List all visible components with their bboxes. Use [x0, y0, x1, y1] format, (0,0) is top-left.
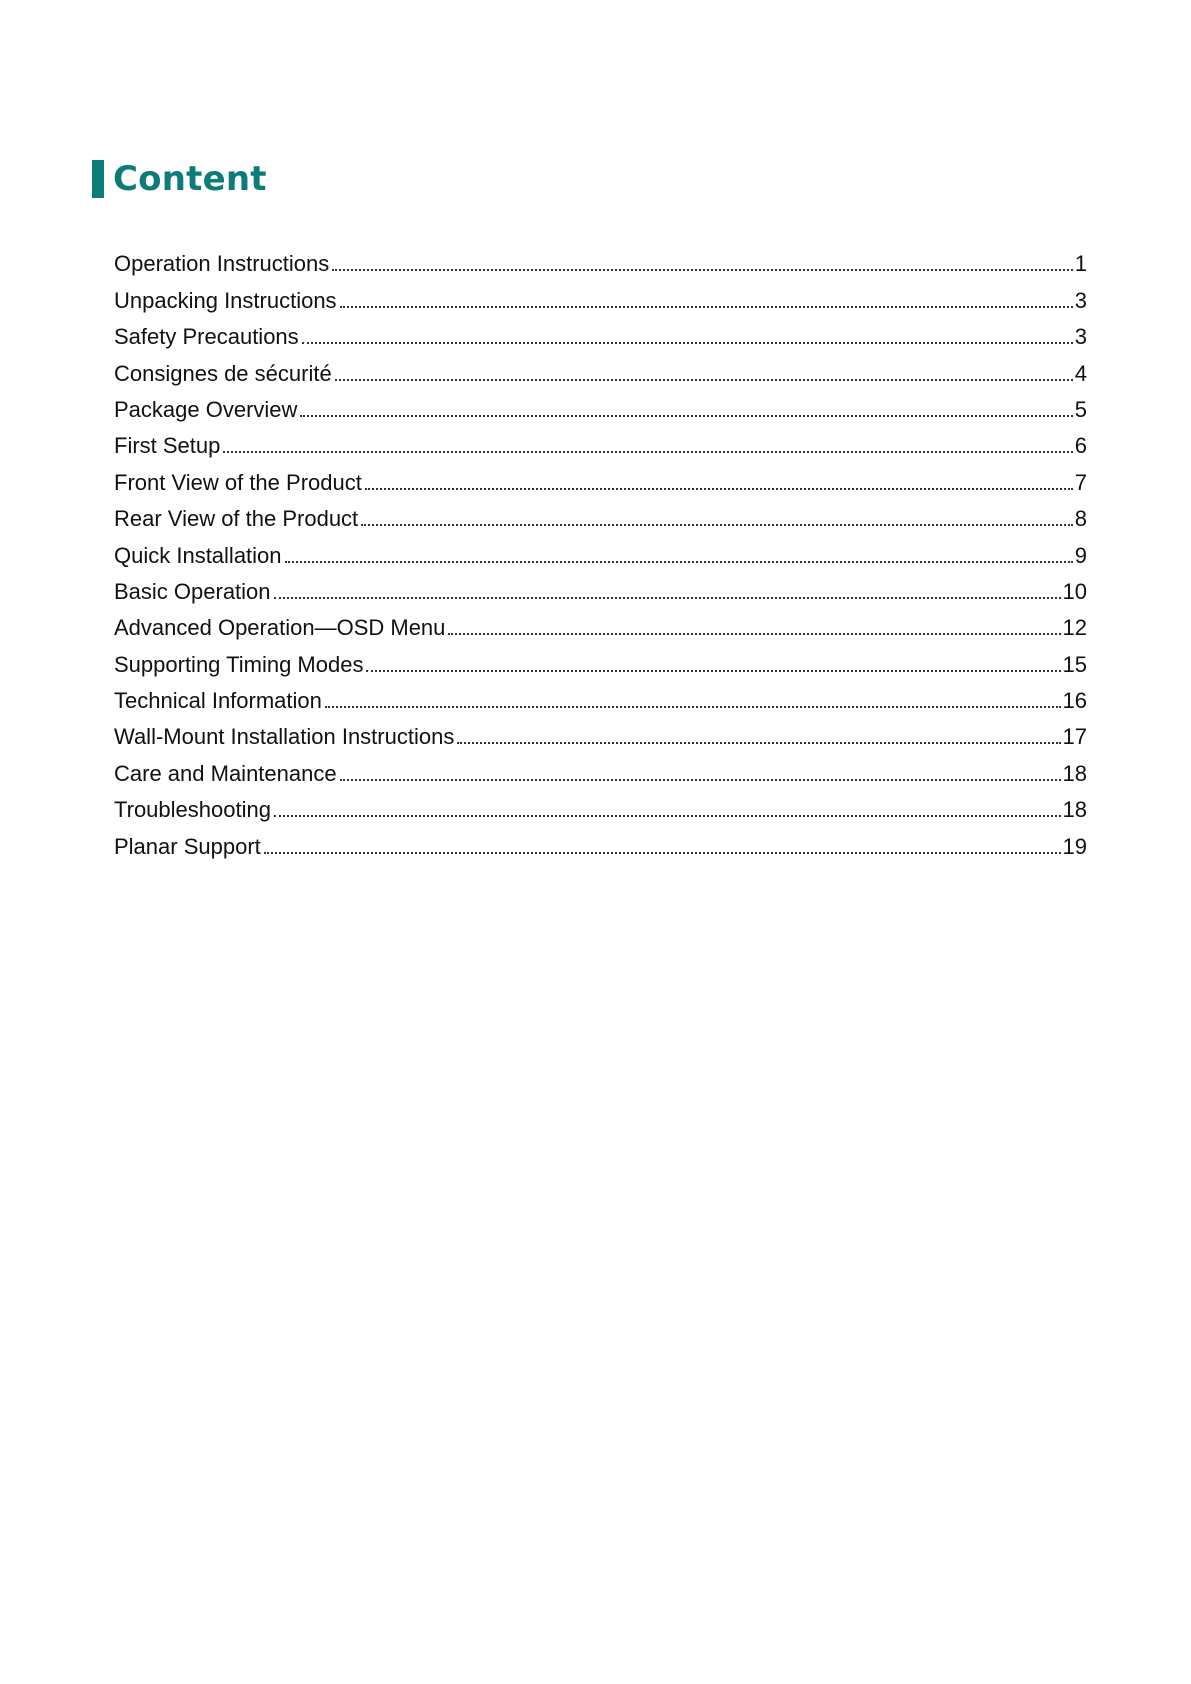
toc-entry[interactable] [114, 241, 1087, 277]
toc-entry-page: 19 [1062, 833, 1087, 859]
toc-entry-page: 17 [1062, 724, 1087, 750]
toc-dot-leader [448, 633, 1060, 635]
toc-entry-page: 12 [1062, 615, 1087, 641]
toc-entry-title: Rear View of the Product [114, 506, 359, 532]
toc-dot-leader [264, 852, 1061, 854]
toc-entry-title: Planar Support [114, 833, 261, 859]
toc-entry[interactable] [114, 314, 1087, 350]
toc-entry-title: First Setup [114, 433, 221, 459]
toc-entry-page: 18 [1062, 797, 1087, 823]
toc-entry-title: Advanced Operation—OSD Menu [114, 615, 446, 641]
toc-entry-title: Quick Installation [114, 542, 282, 568]
heading-accent-bar [92, 160, 104, 198]
toc-entry-page: 10 [1062, 578, 1087, 604]
toc-dot-leader [274, 815, 1061, 817]
toc-entry-title: Unpacking Instructions [114, 287, 337, 313]
toc-entry-page: 18 [1062, 760, 1087, 786]
toc-dot-leader [457, 742, 1060, 744]
toc-entry-page: 8 [1074, 506, 1087, 532]
toc-entry-title: Care and Maintenance [114, 760, 337, 786]
toc-entry[interactable] [114, 678, 1087, 714]
page-title: Content [113, 159, 267, 199]
toc-entry[interactable] [114, 787, 1087, 823]
toc-entry-title: Basic Operation [114, 578, 271, 604]
toc-entry[interactable] [114, 350, 1087, 386]
toc-entry[interactable] [114, 823, 1087, 859]
toc-entry[interactable] [114, 714, 1087, 750]
toc-dot-leader [365, 488, 1073, 490]
toc-entry-title: Supporting Timing Modes [114, 651, 364, 677]
toc-dot-leader [285, 561, 1073, 563]
toc-dot-leader [325, 706, 1061, 708]
toc-entry-page: 5 [1074, 396, 1087, 422]
toc-entry-page: 7 [1074, 469, 1087, 495]
toc-dot-leader [340, 779, 1061, 781]
toc-entry-page: 1 [1074, 251, 1087, 277]
toc-entry[interactable] [114, 423, 1087, 459]
toc-dot-leader [361, 524, 1073, 526]
toc-entry[interactable] [114, 532, 1087, 568]
toc-dot-leader [340, 306, 1073, 308]
toc-entry-title: Package Overview [114, 396, 298, 422]
toc-entry[interactable] [114, 496, 1087, 532]
toc-dot-leader [302, 342, 1073, 344]
table-of-contents [114, 241, 1087, 860]
section-heading [92, 160, 267, 198]
toc-entry-title: Technical Information [114, 688, 322, 714]
toc-entry-page: 15 [1062, 651, 1087, 677]
toc-entry-page: 3 [1074, 324, 1087, 350]
toc-entry[interactable] [114, 605, 1087, 641]
toc-entry-page: 9 [1074, 542, 1087, 568]
toc-entry-title: Wall-Mount Installation Instructions [114, 724, 455, 750]
toc-entry[interactable] [114, 641, 1087, 677]
toc-dot-leader [223, 451, 1072, 453]
toc-entry[interactable] [114, 277, 1087, 313]
toc-entry-title: Operation Instructions [114, 251, 330, 277]
toc-entry-title: Troubleshooting [114, 797, 271, 823]
toc-dot-leader [300, 415, 1072, 417]
toc-dot-leader [332, 269, 1073, 271]
toc-entry[interactable] [114, 459, 1087, 495]
toc-entry-page: 16 [1062, 688, 1087, 714]
toc-entry[interactable] [114, 569, 1087, 605]
toc-entry-title: Safety Precautions [114, 324, 299, 350]
toc-entry-title: Front View of the Product [114, 469, 362, 495]
toc-dot-leader [366, 670, 1060, 672]
toc-dot-leader [335, 379, 1073, 381]
toc-entry[interactable] [114, 387, 1087, 423]
toc-entry-page: 6 [1074, 433, 1087, 459]
toc-entry-title: Consignes de sécurité [114, 360, 332, 386]
toc-entry-page: 3 [1074, 287, 1087, 313]
toc-entry[interactable] [114, 750, 1087, 786]
toc-entry-page: 4 [1074, 360, 1087, 386]
toc-dot-leader [274, 597, 1061, 599]
